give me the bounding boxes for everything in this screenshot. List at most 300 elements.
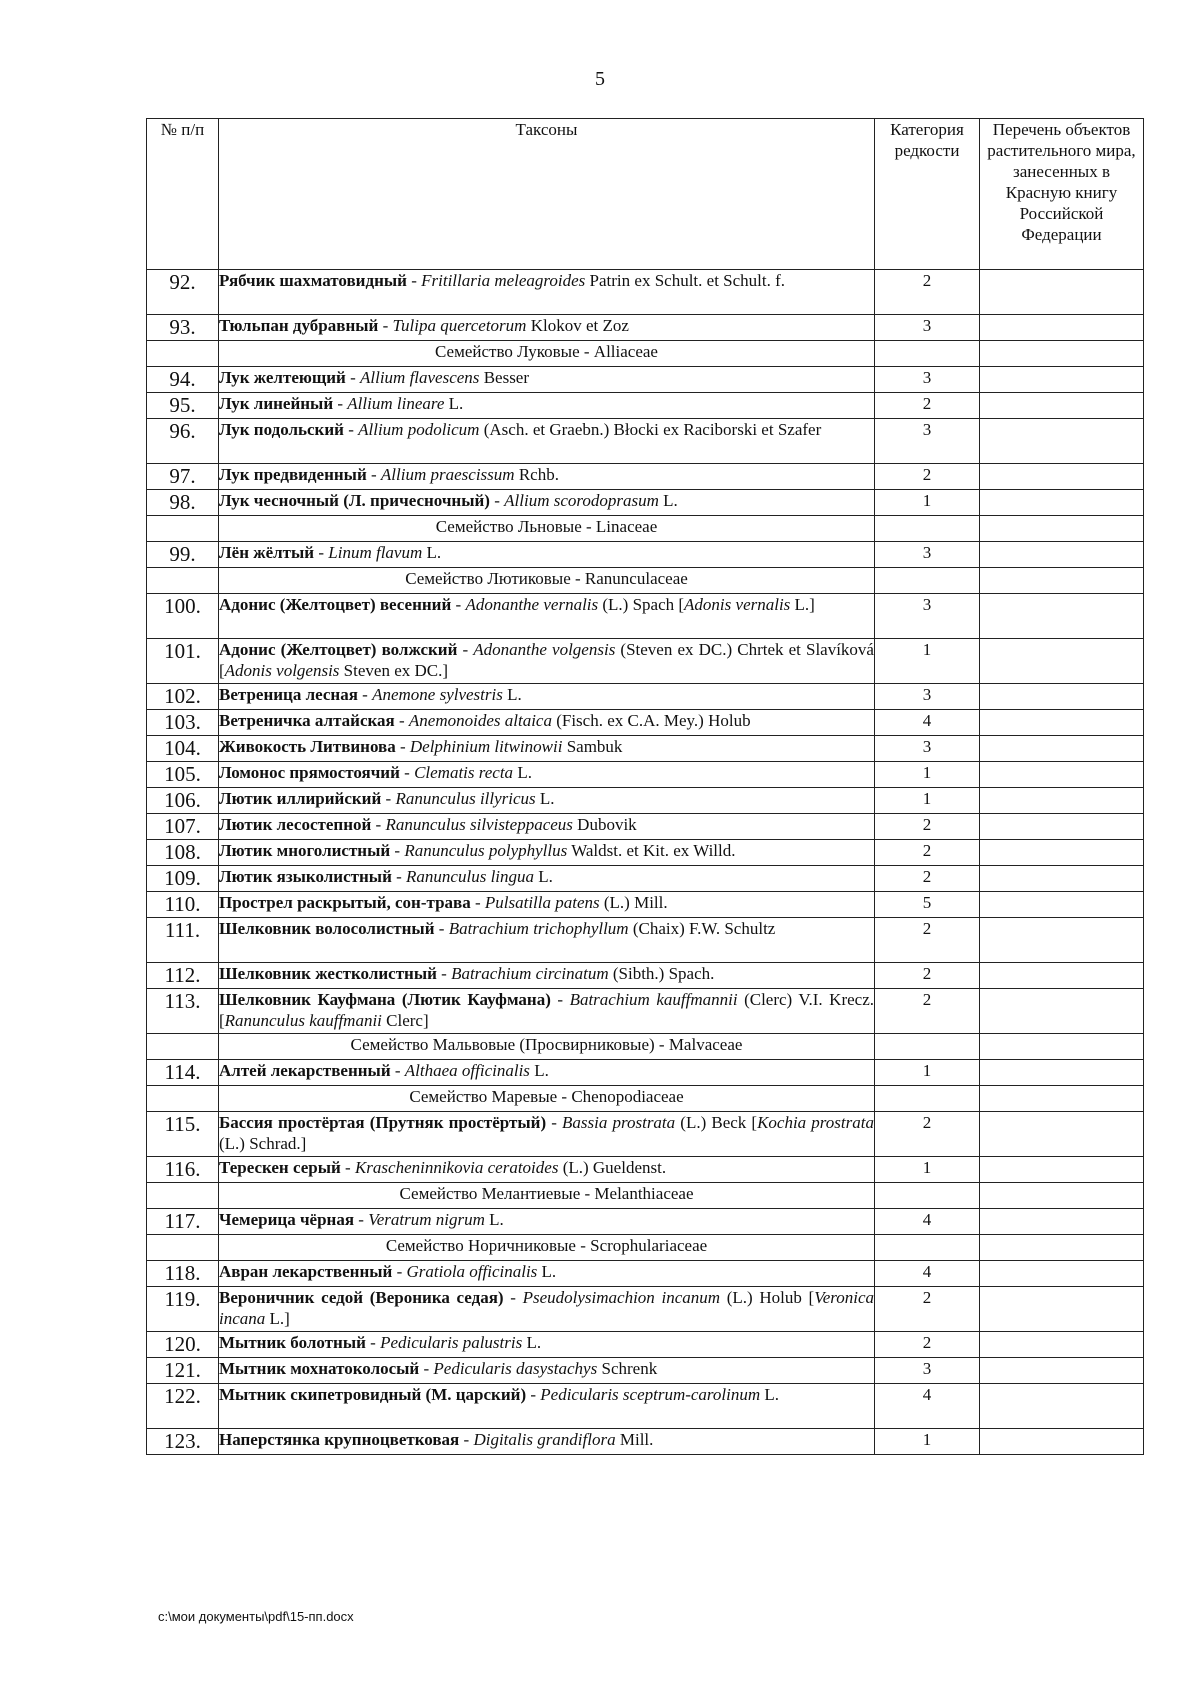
taxon-cell bbox=[219, 1157, 875, 1183]
taxon-synonym-authority: L.] bbox=[790, 595, 815, 614]
table-row bbox=[147, 1287, 1144, 1332]
rarity-category: 1 bbox=[875, 788, 980, 814]
taxon-authority: Sambuk bbox=[562, 737, 623, 756]
taxon-authority: L. bbox=[760, 1385, 780, 1404]
family-row bbox=[147, 1034, 1144, 1060]
rarity-category: 3 bbox=[875, 542, 980, 568]
rarity-category: 1 bbox=[875, 1429, 980, 1455]
taxon-latin-name: Ranunculus illyricus bbox=[395, 789, 536, 808]
taxon-cell bbox=[219, 1287, 875, 1332]
rf-list-cell bbox=[980, 367, 1144, 393]
file-path-footer: c:\мои документы\pdf\15-пп.docx bbox=[158, 1609, 354, 1624]
taxon-russian-name: Лук желтеющий bbox=[219, 368, 346, 387]
family-name: Семейство Луковые - Alliaceae bbox=[219, 341, 875, 367]
row-number: 108. bbox=[147, 840, 219, 866]
taxon-latin-name: Althaea officinalis bbox=[404, 1061, 530, 1080]
family-category-cell bbox=[875, 516, 980, 542]
taxon-latin-name: Adonanthe volgensis bbox=[473, 640, 616, 659]
row-number: 111. bbox=[147, 918, 219, 963]
rarity-category: 3 bbox=[875, 419, 980, 464]
table-row bbox=[147, 419, 1144, 464]
taxon-russian-name: Шелковник жестколистный bbox=[219, 964, 437, 983]
taxon-russian-name: Лук подольский bbox=[219, 420, 344, 439]
taxon-cell bbox=[219, 684, 875, 710]
rarity-category: 2 bbox=[875, 814, 980, 840]
family-rf-cell bbox=[980, 341, 1144, 367]
taxon-cell bbox=[219, 788, 875, 814]
taxon-separator: - bbox=[354, 1210, 369, 1229]
taxon-authority: Klokov et Zoz bbox=[526, 316, 629, 335]
taxon-russian-name: Рябчик шахматовидный bbox=[219, 271, 407, 290]
row-number: 109. bbox=[147, 866, 219, 892]
rf-list-cell bbox=[980, 989, 1144, 1034]
taxon-latin-name: Gratiola officinalis bbox=[406, 1262, 538, 1281]
table-row bbox=[147, 464, 1144, 490]
taxon-authority: L. bbox=[658, 491, 678, 510]
taxon-russian-name: Чемерица чёрная bbox=[219, 1210, 355, 1229]
taxon-cell bbox=[219, 1209, 875, 1235]
taxon-russian-name: Лук чесночный (Л. причесночный) bbox=[219, 491, 490, 510]
rarity-category: 2 bbox=[875, 840, 980, 866]
row-number: 103. bbox=[147, 710, 219, 736]
table-row bbox=[147, 1112, 1144, 1157]
taxon-authority: (L.) Holub [ bbox=[720, 1288, 815, 1307]
table-row bbox=[147, 1429, 1144, 1455]
rarity-category: 4 bbox=[875, 1209, 980, 1235]
taxon-separator: - bbox=[314, 543, 329, 562]
taxon-russian-name: Прострел раскрытый, сон-трава bbox=[219, 893, 471, 912]
taxon-latin-name: Pedicularis palustris bbox=[380, 1333, 523, 1352]
taxon-latin-name: Pulsatilla patens bbox=[484, 893, 600, 912]
header-category: Категория редкости bbox=[875, 119, 980, 270]
rf-list-cell bbox=[980, 1332, 1144, 1358]
taxon-latin-name: Batrachium trichophyllum bbox=[448, 919, 629, 938]
row-number: 114. bbox=[147, 1060, 219, 1086]
taxon-cell bbox=[219, 840, 875, 866]
taxon-russian-name: Вероничник седой (Вероника седая) bbox=[219, 1288, 504, 1307]
row-number: 112. bbox=[147, 963, 219, 989]
taxon-separator: - bbox=[399, 763, 415, 782]
taxon-russian-name: Лук линейный bbox=[219, 394, 334, 413]
taxon-latin-name: Allium flavescens bbox=[359, 368, 480, 387]
taxon-latin-name: Fritillaria meleagroides bbox=[421, 271, 586, 290]
rf-list-cell bbox=[980, 918, 1144, 963]
family-num-cell bbox=[147, 1235, 219, 1261]
taxon-russian-name: Лютик языколистный bbox=[219, 867, 392, 886]
table-row bbox=[147, 594, 1144, 639]
rf-list-cell bbox=[980, 762, 1144, 788]
family-category-cell bbox=[875, 568, 980, 594]
taxon-latin-name: Anemonoides altaica bbox=[408, 711, 552, 730]
taxon-cell bbox=[219, 594, 875, 639]
taxon-russian-name: Ветреница лесная bbox=[219, 685, 358, 704]
taxon-latin-name: Batrachium circinatum bbox=[451, 964, 609, 983]
taxon-authority: (Clerc) V.I. Krecz. [ bbox=[219, 990, 874, 1030]
taxon-separator: - bbox=[345, 368, 360, 387]
row-number: 92. bbox=[147, 270, 219, 315]
taxon-cell bbox=[219, 866, 875, 892]
taxon-cell bbox=[219, 1261, 875, 1287]
taxon-latin-name: Linum flavum bbox=[328, 543, 423, 562]
taxon-separator: - bbox=[333, 394, 348, 413]
taxon-authority: Dubovik bbox=[572, 815, 637, 834]
taxon-separator: - bbox=[395, 737, 410, 756]
taxon-separator: - bbox=[378, 316, 393, 335]
taxon-latin-name: Anemone sylvestris bbox=[372, 685, 503, 704]
family-row bbox=[147, 516, 1144, 542]
rarity-category: 2 bbox=[875, 989, 980, 1034]
rf-list-cell bbox=[980, 788, 1144, 814]
taxon-separator: - bbox=[459, 1430, 474, 1449]
family-row bbox=[147, 1235, 1144, 1261]
taxon-cell bbox=[219, 989, 875, 1034]
taxon-latin-name: Ranunculus silvisteppaceus bbox=[385, 815, 573, 834]
rarity-category: 1 bbox=[875, 639, 980, 684]
taxon-cell bbox=[219, 762, 875, 788]
rarity-category: 2 bbox=[875, 393, 980, 419]
taxon-cell bbox=[219, 367, 875, 393]
taxon-separator: - bbox=[526, 1385, 541, 1404]
rarity-category: 3 bbox=[875, 684, 980, 710]
taxon-separator: - bbox=[390, 841, 405, 860]
table-row bbox=[147, 542, 1144, 568]
rf-list-cell bbox=[980, 1287, 1144, 1332]
table-row bbox=[147, 963, 1144, 989]
rare-plants-table bbox=[146, 118, 1144, 1455]
family-name: Семейство Лютиковые - Ranunculaceae bbox=[219, 568, 875, 594]
row-number: 113. bbox=[147, 989, 219, 1034]
taxon-latin-name: Batrachium kauffmannii bbox=[569, 990, 738, 1009]
taxon-synonym: Veronica incana bbox=[219, 1288, 875, 1328]
family-row bbox=[147, 568, 1144, 594]
table-row bbox=[147, 684, 1144, 710]
taxon-authority: L. bbox=[537, 1262, 557, 1281]
table-header-row bbox=[147, 119, 1144, 270]
taxon-separator: - bbox=[366, 465, 381, 484]
row-number: 110. bbox=[147, 892, 219, 918]
taxon-separator: - bbox=[451, 595, 466, 614]
family-rf-cell bbox=[980, 516, 1144, 542]
rarity-category: 2 bbox=[875, 918, 980, 963]
row-number: 120. bbox=[147, 1332, 219, 1358]
table-row bbox=[147, 814, 1144, 840]
table-body bbox=[147, 270, 1144, 1455]
rarity-category: 4 bbox=[875, 1261, 980, 1287]
rarity-category: 2 bbox=[875, 1112, 980, 1157]
taxon-authority: (L.) Gueldenst. bbox=[558, 1158, 667, 1177]
taxon-cell bbox=[219, 814, 875, 840]
rarity-category: 2 bbox=[875, 464, 980, 490]
row-number: 98. bbox=[147, 490, 219, 516]
table-row bbox=[147, 788, 1144, 814]
table-row bbox=[147, 736, 1144, 762]
rarity-category: 3 bbox=[875, 367, 980, 393]
taxon-russian-name: Адонис (Желтоцвет) весенний bbox=[219, 595, 452, 614]
page-number: 5 bbox=[595, 68, 605, 90]
header-rf-list: Перечень объектов растительного мира, занесенных в Красную книгу Российской Федерации bbox=[980, 119, 1144, 270]
row-number: 104. bbox=[147, 736, 219, 762]
row-number: 94. bbox=[147, 367, 219, 393]
row-number: 95. bbox=[147, 393, 219, 419]
row-number: 99. bbox=[147, 542, 219, 568]
row-number: 97. bbox=[147, 464, 219, 490]
rarity-category: 3 bbox=[875, 1358, 980, 1384]
taxon-latin-name: Pseudolysimachion incanum bbox=[522, 1288, 721, 1307]
family-row bbox=[147, 1183, 1144, 1209]
rarity-category: 4 bbox=[875, 1384, 980, 1429]
taxon-latin-name: Allium podolicum bbox=[358, 420, 480, 439]
taxon-latin-name: Allium lineare bbox=[347, 394, 445, 413]
taxon-russian-name: Лютик многолистный bbox=[219, 841, 391, 860]
rf-list-cell bbox=[980, 1112, 1144, 1157]
rf-list-cell bbox=[980, 840, 1144, 866]
table-row bbox=[147, 315, 1144, 341]
table-row bbox=[147, 1384, 1144, 1429]
family-row bbox=[147, 1086, 1144, 1112]
table-row bbox=[147, 270, 1144, 315]
taxon-authority: Patrin ex Schult. et Schult. f. bbox=[585, 271, 786, 290]
rarity-category: 1 bbox=[875, 762, 980, 788]
taxon-cell bbox=[219, 892, 875, 918]
taxon-cell bbox=[219, 1060, 875, 1086]
row-number: 123. bbox=[147, 1429, 219, 1455]
taxon-authority: L. bbox=[535, 789, 555, 808]
table-row bbox=[147, 1332, 1144, 1358]
taxon-russian-name: Адонис (Желтоцвет) волжский bbox=[219, 640, 458, 659]
family-category-cell bbox=[875, 341, 980, 367]
rarity-category: 2 bbox=[875, 1332, 980, 1358]
rf-list-cell bbox=[980, 1384, 1144, 1429]
taxon-latin-name: Delphinium litwinowii bbox=[409, 737, 563, 756]
taxon-russian-name: Шелковник волосолистный bbox=[219, 919, 435, 938]
table-row bbox=[147, 639, 1144, 684]
taxon-authority: (L.) Spach [ bbox=[598, 595, 685, 614]
family-num-cell bbox=[147, 1034, 219, 1060]
row-number: 118. bbox=[147, 1261, 219, 1287]
taxon-cell bbox=[219, 1332, 875, 1358]
family-rf-cell bbox=[980, 568, 1144, 594]
rarity-category: 2 bbox=[875, 1287, 980, 1332]
taxon-russian-name: Ломонос прямостоячий bbox=[219, 763, 400, 782]
taxon-russian-name: Тюльпан дубравный bbox=[219, 316, 379, 335]
taxon-russian-name: Авран лекарственный bbox=[219, 1262, 393, 1281]
family-num-cell bbox=[147, 568, 219, 594]
row-number: 101. bbox=[147, 639, 219, 684]
rarity-category: 2 bbox=[875, 270, 980, 315]
family-rf-cell bbox=[980, 1183, 1144, 1209]
taxon-russian-name: Лютик иллирийский bbox=[219, 789, 382, 808]
taxon-russian-name: Мытник скипетровидный (М. царский) bbox=[219, 1385, 527, 1404]
row-number: 96. bbox=[147, 419, 219, 464]
family-name: Семейство Льновые - Linaceae bbox=[219, 516, 875, 542]
taxon-cell bbox=[219, 1112, 875, 1157]
rf-list-cell bbox=[980, 1157, 1144, 1183]
taxon-authority: (Chaix) F.W. Schultz bbox=[628, 919, 776, 938]
taxon-authority: (L.) Beck [ bbox=[675, 1113, 758, 1132]
taxon-cell bbox=[219, 1358, 875, 1384]
rf-list-cell bbox=[980, 710, 1144, 736]
taxon-synonym: Adonis vernalis bbox=[684, 595, 791, 614]
table-row bbox=[147, 1157, 1144, 1183]
taxon-cell bbox=[219, 1429, 875, 1455]
family-rf-cell bbox=[980, 1034, 1144, 1060]
taxon-russian-name: Лён жёлтый bbox=[219, 543, 315, 562]
rf-list-cell bbox=[980, 393, 1144, 419]
rf-list-cell bbox=[980, 1209, 1144, 1235]
family-num-cell bbox=[147, 341, 219, 367]
family-num-cell bbox=[147, 1086, 219, 1112]
taxon-synonym: Ranunculus kauffmanii bbox=[224, 1011, 382, 1030]
rf-list-cell bbox=[980, 464, 1144, 490]
header-num: № п/п bbox=[147, 119, 219, 270]
taxon-cell bbox=[219, 736, 875, 762]
taxon-latin-name: Veratrum nigrum bbox=[368, 1210, 485, 1229]
table-row bbox=[147, 393, 1144, 419]
family-category-cell bbox=[875, 1034, 980, 1060]
rf-list-cell bbox=[980, 639, 1144, 684]
rf-list-cell bbox=[980, 1358, 1144, 1384]
table-row bbox=[147, 918, 1144, 963]
taxon-latin-name: Allium scorodoprasum bbox=[504, 491, 659, 510]
rarity-category: 3 bbox=[875, 315, 980, 341]
table-row bbox=[147, 989, 1144, 1034]
taxon-separator: - bbox=[357, 685, 373, 704]
taxon-russian-name: Шелковник Кауфмана (Лютик Кауфмана) bbox=[219, 990, 551, 1009]
rarity-category: 2 bbox=[875, 866, 980, 892]
table-row bbox=[147, 892, 1144, 918]
taxon-cell bbox=[219, 419, 875, 464]
family-num-cell bbox=[147, 516, 219, 542]
row-number: 121. bbox=[147, 1358, 219, 1384]
rf-list-cell bbox=[980, 490, 1144, 516]
taxon-separator: - bbox=[546, 1113, 563, 1132]
table-row bbox=[147, 710, 1144, 736]
taxon-separator: - bbox=[394, 711, 409, 730]
taxon-separator: - bbox=[457, 640, 474, 659]
taxon-synonym-authority: L.] bbox=[265, 1309, 290, 1328]
taxon-authority: (Fisch. ex C.A. Mey.) Holub bbox=[551, 711, 751, 730]
taxon-separator: - bbox=[381, 789, 396, 808]
rf-list-cell bbox=[980, 963, 1144, 989]
taxon-authority: L. bbox=[422, 543, 442, 562]
row-number: 105. bbox=[147, 762, 219, 788]
taxon-latin-name: Tulipa quercetorum bbox=[392, 316, 527, 335]
family-name: Семейство Норичниковые - Scrophulariaceae bbox=[219, 1235, 875, 1261]
family-category-cell bbox=[875, 1183, 980, 1209]
taxon-russian-name: Бассия простёртая (Прутняк простёртый) bbox=[219, 1113, 547, 1132]
taxon-separator: - bbox=[489, 491, 505, 510]
row-number: 122. bbox=[147, 1384, 219, 1429]
table-row bbox=[147, 1209, 1144, 1235]
taxon-synonym-authority: Clerc] bbox=[381, 1011, 429, 1030]
taxon-cell bbox=[219, 270, 875, 315]
family-category-cell bbox=[875, 1235, 980, 1261]
taxon-latin-name: Pedicularis dasystachys bbox=[433, 1359, 598, 1378]
rarity-category: 5 bbox=[875, 892, 980, 918]
taxon-cell bbox=[219, 1384, 875, 1429]
taxon-cell bbox=[219, 963, 875, 989]
taxon-cell bbox=[219, 639, 875, 684]
taxon-separator: - bbox=[419, 1359, 434, 1378]
taxon-authority: Schrenk bbox=[597, 1359, 658, 1378]
taxon-latin-name: Allium praescissum bbox=[380, 465, 515, 484]
taxon-authority: L. bbox=[522, 1333, 542, 1352]
taxon-separator: - bbox=[503, 1288, 523, 1307]
table-row bbox=[147, 866, 1144, 892]
rarity-category: 1 bbox=[875, 1157, 980, 1183]
taxon-authority: L. bbox=[502, 685, 522, 704]
taxon-synonym-authority: Steven ex DC.] bbox=[339, 661, 449, 680]
taxon-latin-name: Bassia prostrata bbox=[562, 1113, 676, 1132]
taxon-separator: - bbox=[550, 990, 570, 1009]
taxon-synonym: Adonis volgensis bbox=[224, 661, 340, 680]
rf-list-cell bbox=[980, 594, 1144, 639]
taxon-authority: (L.) Mill. bbox=[599, 893, 668, 912]
family-name: Семейство Маревые - Chenopodiaceae bbox=[219, 1086, 875, 1112]
taxon-authority: L. bbox=[529, 1061, 549, 1080]
taxon-synonym-authority: (L.) Schrad.] bbox=[219, 1134, 307, 1153]
taxon-authority: L. bbox=[534, 867, 553, 886]
rf-list-cell bbox=[980, 892, 1144, 918]
taxon-authority: (Steven ex DC.) Chrtek et Slavíková [ bbox=[219, 640, 874, 680]
header-taxa: Таксоны bbox=[219, 119, 875, 270]
taxon-cell bbox=[219, 490, 875, 516]
table-row bbox=[147, 1060, 1144, 1086]
taxon-separator: - bbox=[436, 964, 452, 983]
taxon-cell bbox=[219, 542, 875, 568]
rf-list-cell bbox=[980, 315, 1144, 341]
taxon-authority: Rchb. bbox=[514, 465, 559, 484]
table-row bbox=[147, 490, 1144, 516]
taxon-latin-name: Digitalis grandiflora bbox=[473, 1430, 616, 1449]
taxon-cell bbox=[219, 464, 875, 490]
taxon-authority: Besser bbox=[479, 368, 530, 387]
row-number: 117. bbox=[147, 1209, 219, 1235]
taxon-russian-name: Ветреничка алтайская bbox=[219, 711, 395, 730]
taxon-separator: - bbox=[365, 1333, 381, 1352]
taxon-authority: (Asch. et Graebn.) Błocki ex Raciborski et Szafer bbox=[479, 420, 822, 439]
table-row bbox=[147, 1261, 1144, 1287]
family-num-cell bbox=[147, 1183, 219, 1209]
taxon-separator: - bbox=[391, 867, 407, 886]
rf-list-cell bbox=[980, 270, 1144, 315]
row-number: 119. bbox=[147, 1287, 219, 1332]
taxon-separator: - bbox=[371, 815, 386, 834]
rf-list-cell bbox=[980, 684, 1144, 710]
family-name: Семейство Мелантиевые - Melanthiaceae bbox=[219, 1183, 875, 1209]
taxon-cell bbox=[219, 710, 875, 736]
rarity-category: 1 bbox=[875, 1060, 980, 1086]
rf-list-cell bbox=[980, 1060, 1144, 1086]
taxon-latin-name: Clematis recta bbox=[414, 763, 514, 782]
taxon-authority: Mill. bbox=[615, 1430, 654, 1449]
rarity-category: 3 bbox=[875, 736, 980, 762]
taxon-synonym: Kochia prostrata bbox=[757, 1113, 874, 1132]
rf-list-cell bbox=[980, 1429, 1144, 1455]
taxon-separator: - bbox=[390, 1061, 405, 1080]
family-rf-cell bbox=[980, 1235, 1144, 1261]
taxon-latin-name: Pedicularis sceptrum-carolinum bbox=[540, 1385, 761, 1404]
taxon-separator: - bbox=[406, 271, 422, 290]
taxon-authority: Waldst. et Kit. ex Willd. bbox=[567, 841, 736, 860]
row-number: 106. bbox=[147, 788, 219, 814]
taxon-russian-name: Мытник болотный bbox=[219, 1333, 366, 1352]
taxon-russian-name: Наперстянка крупноцветковая bbox=[219, 1430, 460, 1449]
row-number: 102. bbox=[147, 684, 219, 710]
taxon-authority: (Sibth.) Spach. bbox=[608, 964, 715, 983]
table-row bbox=[147, 762, 1144, 788]
taxon-latin-name: Ranunculus lingua bbox=[406, 867, 535, 886]
